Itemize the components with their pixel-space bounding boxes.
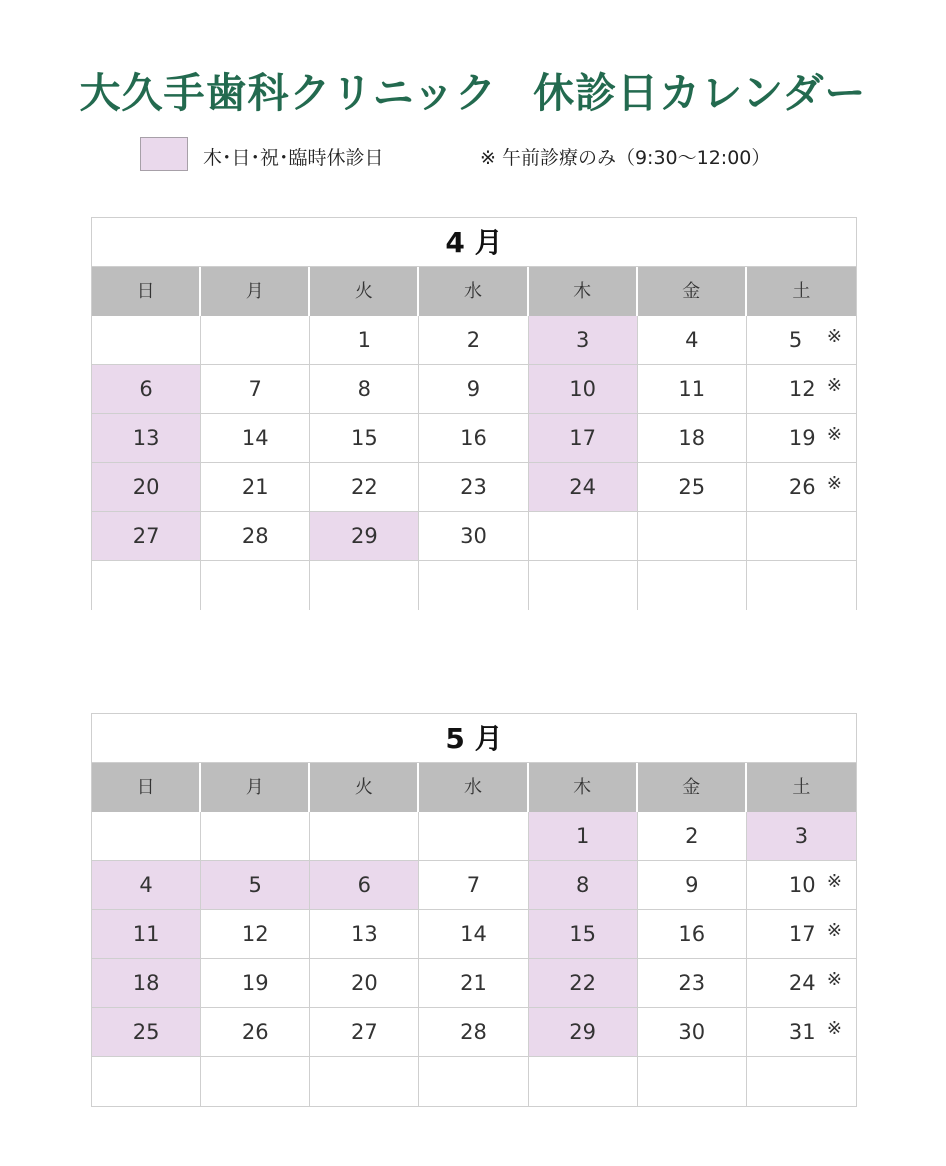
day-number: 8 — [575, 873, 590, 897]
day-number: 17 — [569, 426, 596, 450]
day-cell — [419, 861, 528, 910]
closed-day-cell — [529, 861, 638, 910]
day-number: 1 — [357, 328, 372, 352]
day-cell — [747, 365, 856, 414]
closed-day-cell — [310, 861, 419, 910]
day-number: 22 — [350, 475, 378, 499]
day-cell — [638, 1057, 747, 1106]
day-number: 14 — [460, 922, 487, 946]
day-cell — [638, 463, 747, 512]
day-number: 30 — [460, 524, 487, 548]
day-cell — [201, 463, 310, 512]
day-number: 26 — [788, 475, 816, 499]
closed-day-legend-swatch — [140, 137, 188, 171]
morning-only-mark: ※ — [826, 920, 842, 941]
day-number: 2 — [685, 824, 699, 848]
day-number: 16 — [678, 922, 706, 946]
may-calendar — [91, 713, 857, 1107]
day-number: 4 — [685, 328, 699, 352]
day-number: 27 — [350, 1020, 378, 1044]
day-cell — [419, 365, 528, 414]
day-cell — [201, 365, 310, 414]
closed-day-cell — [529, 463, 638, 512]
day-cell — [201, 414, 310, 463]
day-cell — [638, 414, 747, 463]
day-number: 7 — [466, 873, 481, 897]
april-calendar — [91, 217, 857, 610]
morning-only-mark: ※ — [826, 375, 842, 396]
day-number: 18 — [132, 971, 160, 995]
day-cell — [201, 910, 310, 959]
day-cell — [419, 561, 528, 610]
day-grid — [92, 812, 856, 1106]
weekday-header: 水 — [419, 763, 528, 812]
day-number: 5 — [788, 328, 803, 352]
day-cell — [201, 1057, 310, 1106]
day-cell — [310, 365, 419, 414]
day-number: 19 — [788, 426, 816, 450]
day-cell — [638, 561, 747, 610]
day-number: 10 — [788, 873, 816, 897]
closed-day-cell — [92, 959, 201, 1008]
closed-day-cell — [92, 414, 201, 463]
day-number: 28 — [241, 524, 269, 548]
day-cell — [747, 1008, 856, 1057]
day-number: 26 — [241, 1020, 269, 1044]
day-number: 31 — [788, 1020, 816, 1044]
day-cell — [747, 959, 856, 1008]
day-number: 7 — [248, 377, 262, 401]
day-cell — [310, 959, 419, 1008]
day-cell — [419, 316, 528, 365]
closed-day-cell — [529, 316, 638, 365]
closed-day-cell — [92, 1008, 201, 1057]
day-number: 25 — [678, 475, 706, 499]
weekday-header: 金 — [638, 763, 747, 812]
day-cell — [638, 959, 747, 1008]
day-cell — [310, 910, 419, 959]
day-cell — [310, 414, 419, 463]
morning-only-note: ※ 午前診療のみ（9:30～12:00） — [480, 147, 771, 169]
day-cell — [310, 812, 419, 861]
month-title: 4 月 — [92, 218, 856, 267]
weekday-header: 木 — [529, 267, 638, 316]
day-cell — [92, 812, 201, 861]
day-number: 24 — [788, 971, 816, 995]
day-number: 9 — [466, 377, 481, 401]
day-number: 23 — [678, 971, 706, 995]
day-cell — [419, 812, 528, 861]
day-cell — [201, 812, 310, 861]
weekday-header: 火 — [310, 763, 419, 812]
day-number: 12 — [788, 377, 816, 401]
day-cell — [201, 316, 310, 365]
day-cell — [529, 512, 638, 561]
day-number: 25 — [132, 1020, 160, 1044]
day-number: 29 — [569, 1020, 596, 1044]
day-cell — [747, 463, 856, 512]
closed-day-cell — [92, 512, 201, 561]
day-number: 2 — [466, 328, 481, 352]
day-cell — [201, 561, 310, 610]
day-number: 17 — [788, 922, 816, 946]
day-number: 15 — [569, 922, 596, 946]
day-number: 6 — [139, 377, 153, 401]
morning-only-mark: ※ — [826, 424, 842, 445]
weekday-header: 火 — [310, 267, 419, 316]
day-number: 20 — [350, 971, 378, 995]
day-cell — [92, 1057, 201, 1106]
day-number: 3 — [575, 328, 590, 352]
day-cell — [419, 512, 528, 561]
day-number: 30 — [678, 1020, 706, 1044]
closed-day-cell — [92, 365, 201, 414]
closed-day-cell — [529, 910, 638, 959]
day-cell — [419, 1057, 528, 1106]
closed-day-cell — [92, 910, 201, 959]
day-number: 12 — [241, 922, 269, 946]
calendar-title: 休診日カレンダー — [533, 69, 867, 117]
day-cell — [638, 1008, 747, 1057]
morning-only-mark: ※ — [826, 969, 842, 990]
day-number: 4 — [139, 873, 153, 897]
day-number: 13 — [132, 426, 160, 450]
day-number: 11 — [132, 922, 160, 946]
day-cell — [419, 910, 528, 959]
morning-only-mark: ※ — [826, 473, 842, 494]
day-cell — [310, 316, 419, 365]
day-number: 27 — [132, 524, 160, 548]
day-cell — [419, 463, 528, 512]
day-number: 1 — [575, 824, 590, 848]
weekday-header: 日 — [92, 267, 201, 316]
day-number: 20 — [132, 475, 160, 499]
day-cell — [747, 512, 856, 561]
day-number: 29 — [350, 524, 378, 548]
weekday-header-row — [92, 763, 856, 812]
morning-only-mark: ※ — [826, 326, 842, 347]
weekday-header: 土 — [747, 763, 856, 812]
day-cell — [747, 414, 856, 463]
closed-day-cell — [529, 365, 638, 414]
closed-day-legend-label: 木･日･祝･臨時休診日 — [203, 147, 384, 169]
weekday-header-row — [92, 267, 856, 316]
day-number: 24 — [569, 475, 596, 499]
day-number: 21 — [460, 971, 487, 995]
day-cell — [201, 959, 310, 1008]
day-number: 14 — [241, 426, 269, 450]
day-cell — [747, 861, 856, 910]
day-number: 9 — [685, 873, 699, 897]
day-number: 16 — [460, 426, 487, 450]
day-cell — [310, 1008, 419, 1057]
day-cell — [419, 959, 528, 1008]
day-number: 19 — [241, 971, 269, 995]
day-cell — [638, 812, 747, 861]
month-title: 5 月 — [92, 714, 856, 763]
day-cell — [638, 365, 747, 414]
closed-day-cell — [310, 512, 419, 561]
closed-day-cell — [529, 812, 638, 861]
day-cell — [419, 414, 528, 463]
day-cell — [419, 1008, 528, 1057]
day-number: 3 — [794, 824, 809, 848]
day-cell — [201, 1008, 310, 1057]
day-cell — [638, 316, 747, 365]
weekday-header: 月 — [201, 267, 310, 316]
closed-day-cell — [529, 959, 638, 1008]
day-cell — [747, 910, 856, 959]
day-cell — [638, 512, 747, 561]
day-cell — [747, 1057, 856, 1106]
closed-day-cell — [201, 861, 310, 910]
weekday-header: 水 — [419, 267, 528, 316]
day-number: 6 — [357, 873, 372, 897]
day-number: 10 — [569, 377, 596, 401]
day-number: 22 — [569, 971, 596, 995]
page-title — [0, 60, 946, 119]
day-cell — [92, 561, 201, 610]
day-number: 5 — [248, 873, 262, 897]
weekday-header: 日 — [92, 763, 201, 812]
weekday-header: 木 — [529, 763, 638, 812]
day-number: 11 — [678, 377, 706, 401]
day-cell — [310, 463, 419, 512]
weekday-header: 土 — [747, 267, 856, 316]
closed-day-cell — [92, 463, 201, 512]
day-number: 13 — [350, 922, 378, 946]
weekday-header: 金 — [638, 267, 747, 316]
day-cell — [747, 561, 856, 610]
day-cell — [529, 561, 638, 610]
morning-only-mark: ※ — [826, 871, 842, 892]
day-number: 23 — [460, 475, 487, 499]
closed-day-cell — [747, 812, 856, 861]
day-cell — [201, 512, 310, 561]
day-number: 18 — [678, 426, 706, 450]
closed-day-cell — [529, 1008, 638, 1057]
day-cell — [529, 1057, 638, 1106]
day-number: 15 — [350, 426, 378, 450]
day-cell — [310, 561, 419, 610]
day-cell — [638, 910, 747, 959]
morning-only-mark: ※ — [826, 1018, 842, 1039]
day-number: 28 — [460, 1020, 487, 1044]
clinic-name: 大久手歯科クリニック — [79, 69, 498, 117]
day-grid — [92, 316, 856, 610]
weekday-header: 月 — [201, 763, 310, 812]
day-cell — [310, 1057, 419, 1106]
day-number: 21 — [241, 475, 269, 499]
closed-day-cell — [529, 414, 638, 463]
day-cell — [92, 316, 201, 365]
day-number: 8 — [357, 377, 372, 401]
day-cell — [638, 861, 747, 910]
day-cell — [747, 316, 856, 365]
closed-day-cell — [92, 861, 201, 910]
